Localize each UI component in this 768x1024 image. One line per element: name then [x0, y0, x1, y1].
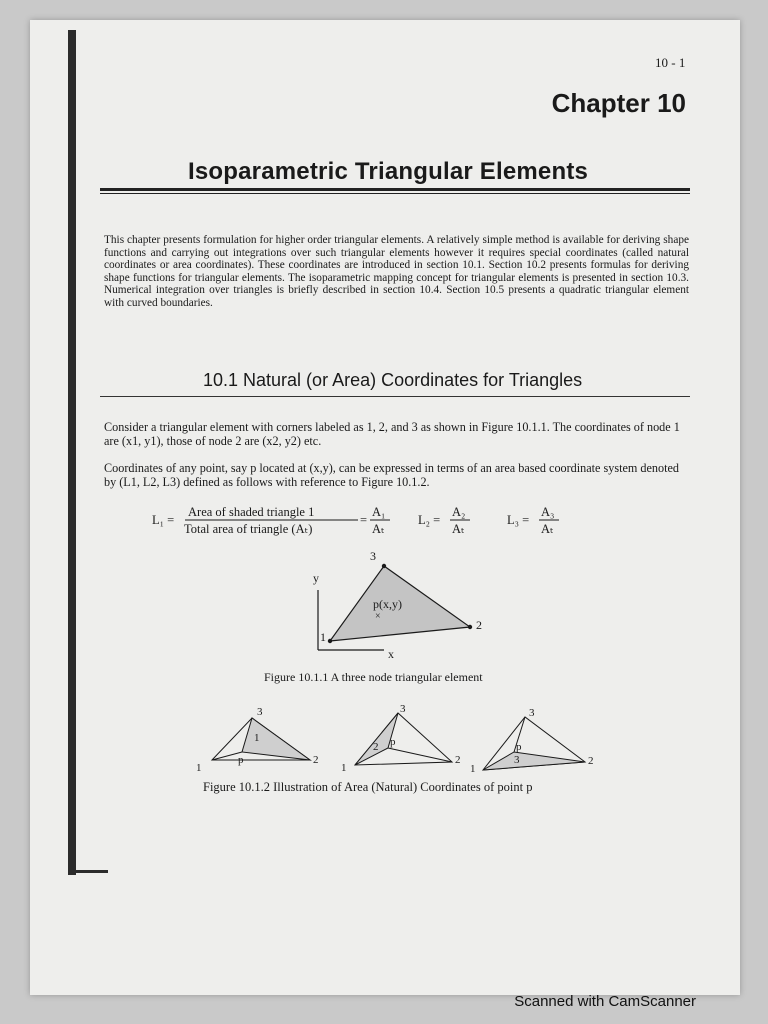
triangle-c-area: 3	[514, 754, 520, 766]
chapter-title: Isoparametric Triangular Elements	[188, 158, 589, 185]
area-coordinate-equation	[152, 505, 559, 536]
eq-L2: L₂ =	[418, 513, 441, 527]
figure-10-1-2	[196, 703, 594, 775]
eq-At-2: Aₜ	[452, 522, 465, 536]
eq-equals: =	[360, 513, 368, 527]
eq-denominator: Total area of triangle (Aₜ)	[184, 522, 313, 536]
triangle-b-node1: 1	[341, 762, 347, 774]
triangle-b-area: 2	[373, 741, 379, 753]
node-3-dot	[382, 564, 386, 568]
x-axis-label: x	[388, 647, 394, 661]
eq-L3: L₃ =	[507, 513, 530, 527]
point-p-label: p(x,y)	[373, 597, 402, 611]
triangle-a-shaded	[242, 718, 310, 760]
section-title: 10.1 Natural (or Area) Coordinates for Triangles	[203, 370, 583, 390]
triangle-a-area: 1	[254, 732, 260, 744]
triangle-b-line	[388, 748, 452, 762]
triangle-a-p: p	[238, 754, 244, 766]
triangle-b-node2: 2	[455, 754, 461, 766]
node-2-label: 2	[476, 618, 482, 632]
chapter-label: Chapter 10	[551, 88, 686, 118]
paragraph-2: Coordinates of any point, say p located at (x,y), can be expressed in terms of an area based coordinate system denoted by (L1, L2, L3) defined as follows with reference to Figure 10.1.2.	[104, 461, 679, 489]
triangle-c-shaded	[483, 752, 585, 770]
page-number: 10 - 1	[655, 55, 686, 70]
node-3-label: 3	[370, 549, 376, 563]
triangle-b-p: p	[390, 736, 396, 748]
triangle-a-node3: 3	[257, 706, 263, 718]
eq-A1: A₁	[372, 505, 386, 519]
paragraph-1: Consider a triangular element with corners labeled as 1, 2, and 3 as shown in Figure 10.1.1. The coordinates of node 1 are (x1, y1), those of node 2 are (x2, y2) etc.	[104, 420, 680, 448]
triangle-c-node3: 3	[529, 707, 535, 719]
figure-10-1-1	[313, 549, 482, 661]
triangle-c-node2: 2	[588, 755, 594, 767]
eq-At-1: Aₜ	[372, 522, 385, 536]
triangle-c-node1: 1	[470, 763, 476, 775]
node-1-dot	[328, 639, 332, 643]
scanner-watermark: Scanned with CamScanner	[514, 993, 696, 1010]
node-1-label: 1	[320, 630, 326, 644]
figure-2-caption: Figure 10.1.2 Illustration of Area (Natural) Coordinates of point p	[203, 780, 533, 794]
eq-At-3: Aₜ	[541, 522, 554, 536]
eq-A3: A₃	[541, 505, 555, 519]
triangle-a-node2: 2	[313, 754, 319, 766]
eq-A2: A₂	[452, 505, 466, 519]
triangle-b-node3: 3	[400, 703, 406, 715]
eq-numerator: Area of shaded triangle 1	[188, 505, 315, 519]
eq-L1: L₁ =	[152, 513, 175, 527]
node-2-dot	[468, 625, 472, 629]
point-p-mark: ×	[375, 611, 381, 622]
triangle-c-p: p	[516, 741, 522, 753]
figure-1-caption: Figure 10.1.1 A three node triangular element	[264, 670, 483, 684]
intro-paragraph: This chapter presents formulation for higher order triangular elements. A relatively simple method is available for deriving shape functions and carrying out integrations over such triangular elements however it requires special coordinates (called natural coordinates or area coordinates). These coordinates are introduced in section 10.1. Section 10.2 presents formulas for deriving shape functions for triangular elements. The isoparametric mapping concept for triangular elements is presented in section 10.3. Numerical integration over triangles is briefly described in section 10.4. Section 10.5 presents a quadratic triangular element with curved boundaries.	[104, 234, 689, 309]
y-axis-label: y	[313, 571, 319, 585]
triangle-a-node1: 1	[196, 762, 202, 774]
